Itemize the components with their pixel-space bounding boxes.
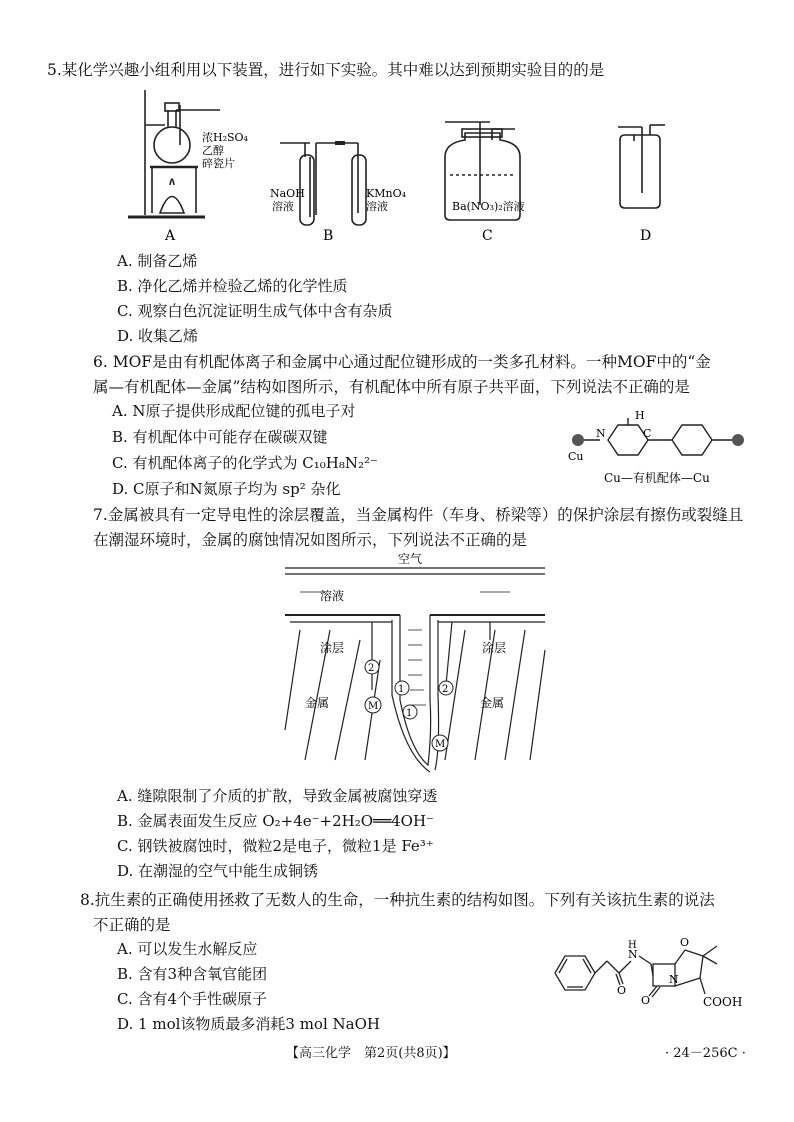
air-label: 空气 (398, 552, 423, 566)
mof-h-label: H (635, 409, 645, 422)
antibiotic-ring-n: N (669, 973, 679, 986)
q6-option-a: A. N原子提供形成配位键的孤电子对 (112, 402, 356, 420)
particle-2-right: 2 (442, 684, 449, 695)
q7-stem-line1: 7.金属被具有一定导电性的涂层覆盖，当金属构件（车身、桥梁等）的保护涂层有擦伤或裂缝且 (93, 506, 744, 524)
metal-m-right: M (435, 739, 446, 750)
label-naoh: NaOH (270, 187, 305, 200)
q8-option-d: D. 1 mol该物质最多消耗3 mol NaOH (117, 1015, 380, 1033)
q8-stem-line1: 8.抗生素的正确使用拯救了无数人的生命，一种抗生素的结构如图。下列有关该抗生素的说法 (80, 891, 715, 909)
q6-option-c: C. 有机配体离子的化学式为 C₁₀H₈N₂²⁻ (112, 454, 378, 472)
q7-option-a: A. 缝隙限制了介质的扩散，导致金属被腐蚀穿透 (117, 787, 438, 805)
q6-stem-line1: 6. MOF是由有机配体离子和金属中心通过配位键形成的一类多孔材料。一种MOF中的“金 (93, 353, 711, 371)
q6-stem-line2: 属—有机配体—金属”结构如图所示，有机配体中所有原子共平面，下列说法不正确的是 (93, 378, 690, 396)
q7-option-d: D. 在潮湿的空气中能生成铜锈 (117, 862, 319, 880)
q5-option-c: C. 观察白色沉淀证明生成气体中含有杂质 (117, 302, 393, 320)
label-ba-no3: Ba(NO₃)₂溶液 (452, 200, 525, 213)
tag-c: C (482, 228, 493, 244)
antibiotic-amide-o: O (617, 984, 627, 997)
q7-option-c: C. 钢铁被腐蚀时，微粒2是电子，微粒1是 Fe³⁺ (117, 837, 434, 855)
tag-a: A (165, 228, 176, 244)
particle-1-lower: 1 (406, 708, 413, 719)
q6-option-b: B. 有机配体中可能存在碳碳双键 (112, 428, 328, 446)
q8-stem-line2: 不正确的是 (93, 916, 171, 934)
metal-left-label: 金属 (305, 696, 330, 710)
antibiotic-lactam-o: O (641, 994, 651, 1007)
mof-cu-label: Cu (568, 450, 584, 463)
q5-option-a: A. 制备乙烯 (117, 252, 198, 270)
q8-option-c: C. 含有4个手性碳原子 (117, 990, 268, 1008)
label-ethanol: 乙醇 (202, 144, 224, 157)
footer-code: · 24－256C · (665, 1046, 746, 1061)
tag-b: B (323, 228, 334, 244)
mof-c-label: C (643, 427, 652, 440)
particle-1-upper: 1 (398, 684, 405, 695)
antibiotic-ring-o: O (680, 936, 690, 949)
antibiotic-nh-n: N (628, 948, 638, 961)
footer-page-info: 【高三化学 第2页(共8页)】 (286, 1046, 456, 1061)
solution-label: 溶液 (320, 589, 345, 603)
q5-option-b: B. 净化乙烯并检验乙烯的化学性质 (117, 277, 348, 295)
label-naoh-solution: 溶液 (272, 200, 294, 213)
metal-right-label: 金属 (480, 696, 505, 710)
q8-option-a: A. 可以发生水解反应 (117, 940, 258, 958)
q5-apparatus-figure (120, 85, 690, 245)
mof-structure-figure (560, 409, 780, 495)
metal-m-left: M (368, 701, 379, 712)
particle-2-left: 2 (368, 663, 375, 674)
label-kmno4-solution: 溶液 (366, 200, 388, 213)
q6-option-d: D. C原子和N氮原子均为 sp² 杂化 (112, 480, 341, 498)
tag-d: D (640, 228, 652, 244)
q8-option-b: B. 含有3种含氧官能团 (117, 965, 268, 983)
q7-option-b: B. 金属表面发生反应 O₂+4e⁻+2H₂O══4OH⁻ (117, 812, 434, 830)
corrosion-figure (280, 550, 550, 775)
coating-right-label: 涂层 (482, 641, 507, 655)
label-h2so4: 浓H₂SO₄ (202, 131, 248, 144)
q5-stem: 5.某化学兴趣小组利用以下装置，进行如下实验。其中难以达到预期实验目的的是 (47, 61, 605, 79)
label-porcelain: 碎瓷片 (202, 157, 235, 170)
q5-option-d: D. 收集乙烯 (117, 327, 199, 345)
antibiotic-structure-figure (545, 928, 785, 1018)
q7-stem-line2: 在潮湿环境时，金属的腐蚀情况如图所示，下列说法不正确的是 (93, 531, 528, 549)
antibiotic-cooh: COOH (703, 995, 743, 1009)
mof-caption: Cu—有机配体—Cu (604, 471, 710, 485)
mof-n-label: N (596, 427, 606, 440)
antibiotic-nh-h: H (628, 940, 637, 951)
label-kmno4: KMnO₄ (366, 187, 406, 200)
coating-left-label: 涂层 (320, 641, 345, 655)
